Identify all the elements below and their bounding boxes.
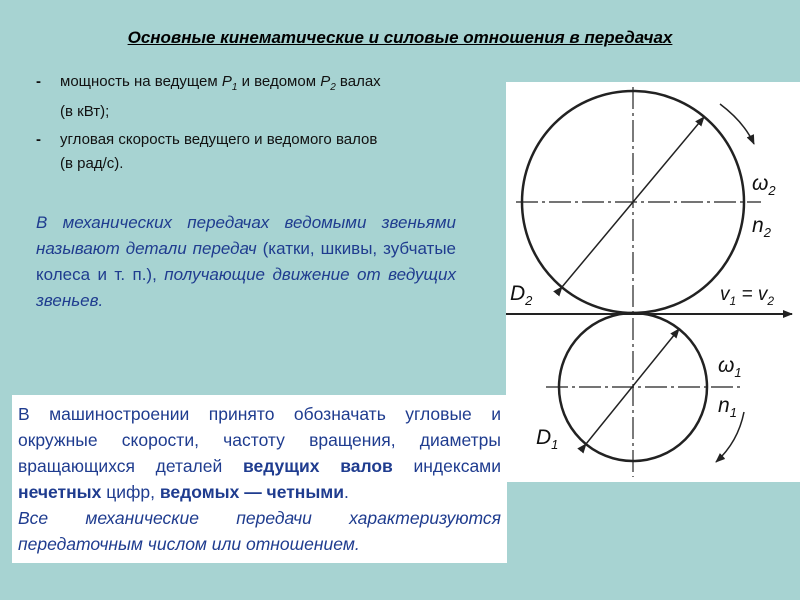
slide-title: Основные кинематические и силовые отношения в передачах	[127, 28, 673, 47]
bullet-text-part: (в кВт);	[60, 103, 110, 120]
note-italic-paragraph: Все механические передачи характеризуются передаточным числом или отношением.	[18, 508, 501, 554]
bullet-text-part: мощность на ведущем	[60, 73, 222, 90]
paragraph-italic-1: В механических передачах ведомыми звеньями называют детали передач	[36, 213, 456, 258]
bullet-list	[36, 70, 456, 180]
d1-label: $D_1$	[536, 426, 559, 452]
driven-links-paragraph	[36, 210, 456, 314]
n1-label: $n_1$	[718, 394, 737, 420]
note-bold-odd: нечетных	[18, 482, 102, 502]
note-text: цифр,	[101, 482, 160, 502]
bullet-text-part: и ведомом	[237, 73, 321, 90]
bullet-text-part: валах	[335, 73, 381, 90]
note-text: индексами	[392, 456, 501, 476]
velocity-equality-label: $v_1 = v_2$	[720, 284, 775, 308]
note-bold-driving: ведущих валов	[242, 456, 393, 476]
friction-gear-diagram	[506, 82, 800, 482]
bullet-text	[60, 70, 456, 124]
note-bold-driven-even: ведомых — четными	[159, 482, 345, 502]
bullet-dash: -	[36, 131, 41, 148]
convention-note-box	[12, 395, 507, 563]
n2-label: $n_2$	[752, 214, 771, 240]
bullet-angular-speed	[36, 128, 456, 176]
bullet-dash: -	[36, 73, 41, 90]
diagram-svg	[506, 82, 800, 482]
bullet-text	[60, 128, 456, 176]
d2-label: $D_2$	[510, 282, 533, 308]
omega1-label: $\omega_1$	[718, 354, 742, 380]
p2-symbol: $P_2$	[320, 73, 336, 93]
bullet-text-part: угловая скорость ведущего и ведомого валов	[60, 131, 378, 148]
paragraph-plain: (катки, шкивы, зубчатые колеса и т. п.),	[36, 239, 456, 284]
omega2-label: $\omega_2$	[752, 172, 776, 198]
bullet-text-part: (в рад/с).	[60, 155, 124, 172]
note-text: В машиностроении принято обозначать угловые и окружные скорости, частоту вращения, диаметры вращающихся деталей	[18, 404, 501, 476]
paragraph-italic-2: получающие движение от ведущих звеньев.	[36, 265, 456, 310]
p1-symbol: $P_1$	[221, 73, 238, 93]
note-paragraph	[18, 401, 501, 505]
note-text: .	[344, 482, 349, 502]
bullet-power	[36, 70, 456, 124]
